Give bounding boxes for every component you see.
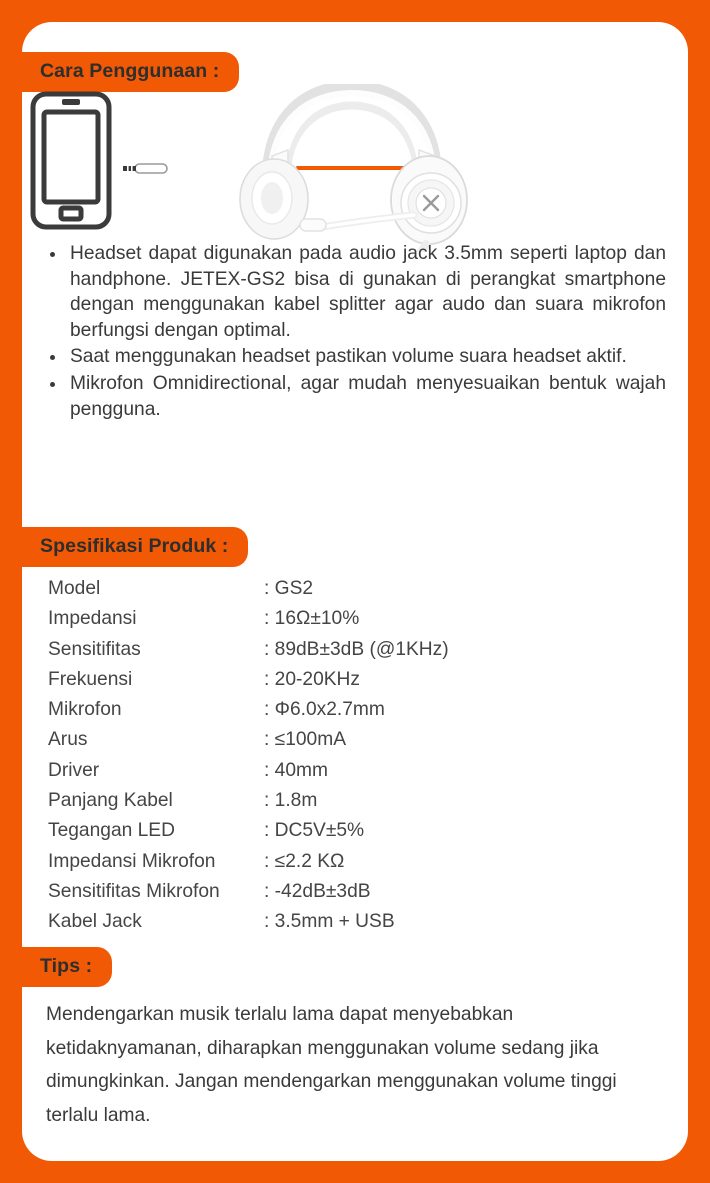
spec-heading-row: [22, 527, 248, 567]
usage-bullet-list: [46, 241, 666, 423]
table-row: [48, 816, 668, 846]
spec-value: : DC5V±5%: [264, 820, 365, 842]
audio-jack-plug-icon: [123, 164, 167, 173]
table-row: [48, 635, 668, 665]
tips-paragraph: Mendengarkan musik terlalu lama dapat menyebabkan ketidaknyamanan, diharapkan menggunakan volume sedang jika dimungkinkan. Jangan mendengarkan menggunakan volume tinggi terlalu lama.: [46, 1004, 617, 1126]
spec-value: : ≤100mA: [264, 729, 346, 751]
spec-label: Impedansi Mikrofon: [48, 850, 216, 872]
table-row: [48, 695, 668, 725]
spec-label: Tegangan LED: [48, 820, 175, 842]
usage-bullet-1: [46, 241, 666, 343]
spec-value: : 89dB±3dB (@1KHz): [264, 638, 449, 660]
spec-value: : 20-20KHz: [264, 668, 360, 690]
usage-bullet-1-text: Headset dapat digunakan pada audio jack 3.5mm seperti laptop dan handphone. JETEX-GS2 bisa di gunakan di perangkat smartphone dengan menggunakan kabel splitter agar audo dan suara mikrofon berfungsi dengan optimal.: [70, 243, 666, 341]
table-row: [48, 574, 668, 604]
spec-section-heading: Spesifikasi Produk :: [22, 527, 248, 567]
spec-value: : Φ6.0x2.7mm: [264, 699, 385, 721]
usage-bullet-2: [46, 344, 666, 370]
smartphone-icon: [33, 94, 109, 227]
tips-body: [46, 998, 666, 1132]
usage-bullet-3: [46, 371, 666, 422]
usage-section-heading: Cara Penggunaan :: [22, 52, 239, 92]
microphone-capsule: [300, 219, 326, 231]
spec-label: Sensitifitas: [48, 638, 141, 660]
spec-value: : 16Ω±10%: [264, 608, 360, 630]
table-row: [48, 665, 668, 695]
usage-illustration: [22, 84, 688, 252]
usage-bullet-2-text: Saat menggunakan headset pastikan volume suara headset aktif.: [70, 346, 627, 368]
table-row: [48, 877, 668, 907]
table-row: [48, 907, 668, 937]
table-row: [48, 756, 668, 786]
spec-value: : 3.5mm + USB: [264, 911, 395, 933]
spec-label: Frekuensi: [48, 668, 133, 690]
table-row: [48, 725, 668, 755]
spec-label: Impedansi: [48, 608, 137, 630]
spec-value: : 1.8m: [264, 790, 318, 812]
spec-value: : ≤2.2 KΩ: [264, 850, 345, 872]
spec-label: Arus: [48, 729, 88, 751]
spec-value: : -42dB±3dB: [264, 880, 371, 902]
spec-label: Mikrofon: [48, 699, 122, 721]
page-sheet: [22, 22, 688, 1161]
tips-heading-row: [22, 947, 112, 987]
tips-section-heading: Tips :: [22, 947, 112, 987]
table-row: [48, 786, 668, 816]
usage-bullet-3-text: Mikrofon Omnidirectional, agar mudah menyesuaikan bentuk wajah pengguna.: [70, 372, 666, 420]
table-row: [48, 604, 668, 634]
spec-label: Driver: [48, 759, 100, 781]
spec-value: : GS2: [264, 578, 314, 599]
spec-label: Kabel Jack: [48, 911, 142, 933]
table-row: [48, 847, 668, 877]
spec-label: Sensitifitas Mikrofon: [48, 880, 220, 902]
specification-table: [48, 574, 668, 938]
spec-label: Model: [48, 578, 101, 599]
spec-value: : 40mm: [264, 759, 328, 781]
spec-label: Panjang Kabel: [48, 790, 173, 812]
